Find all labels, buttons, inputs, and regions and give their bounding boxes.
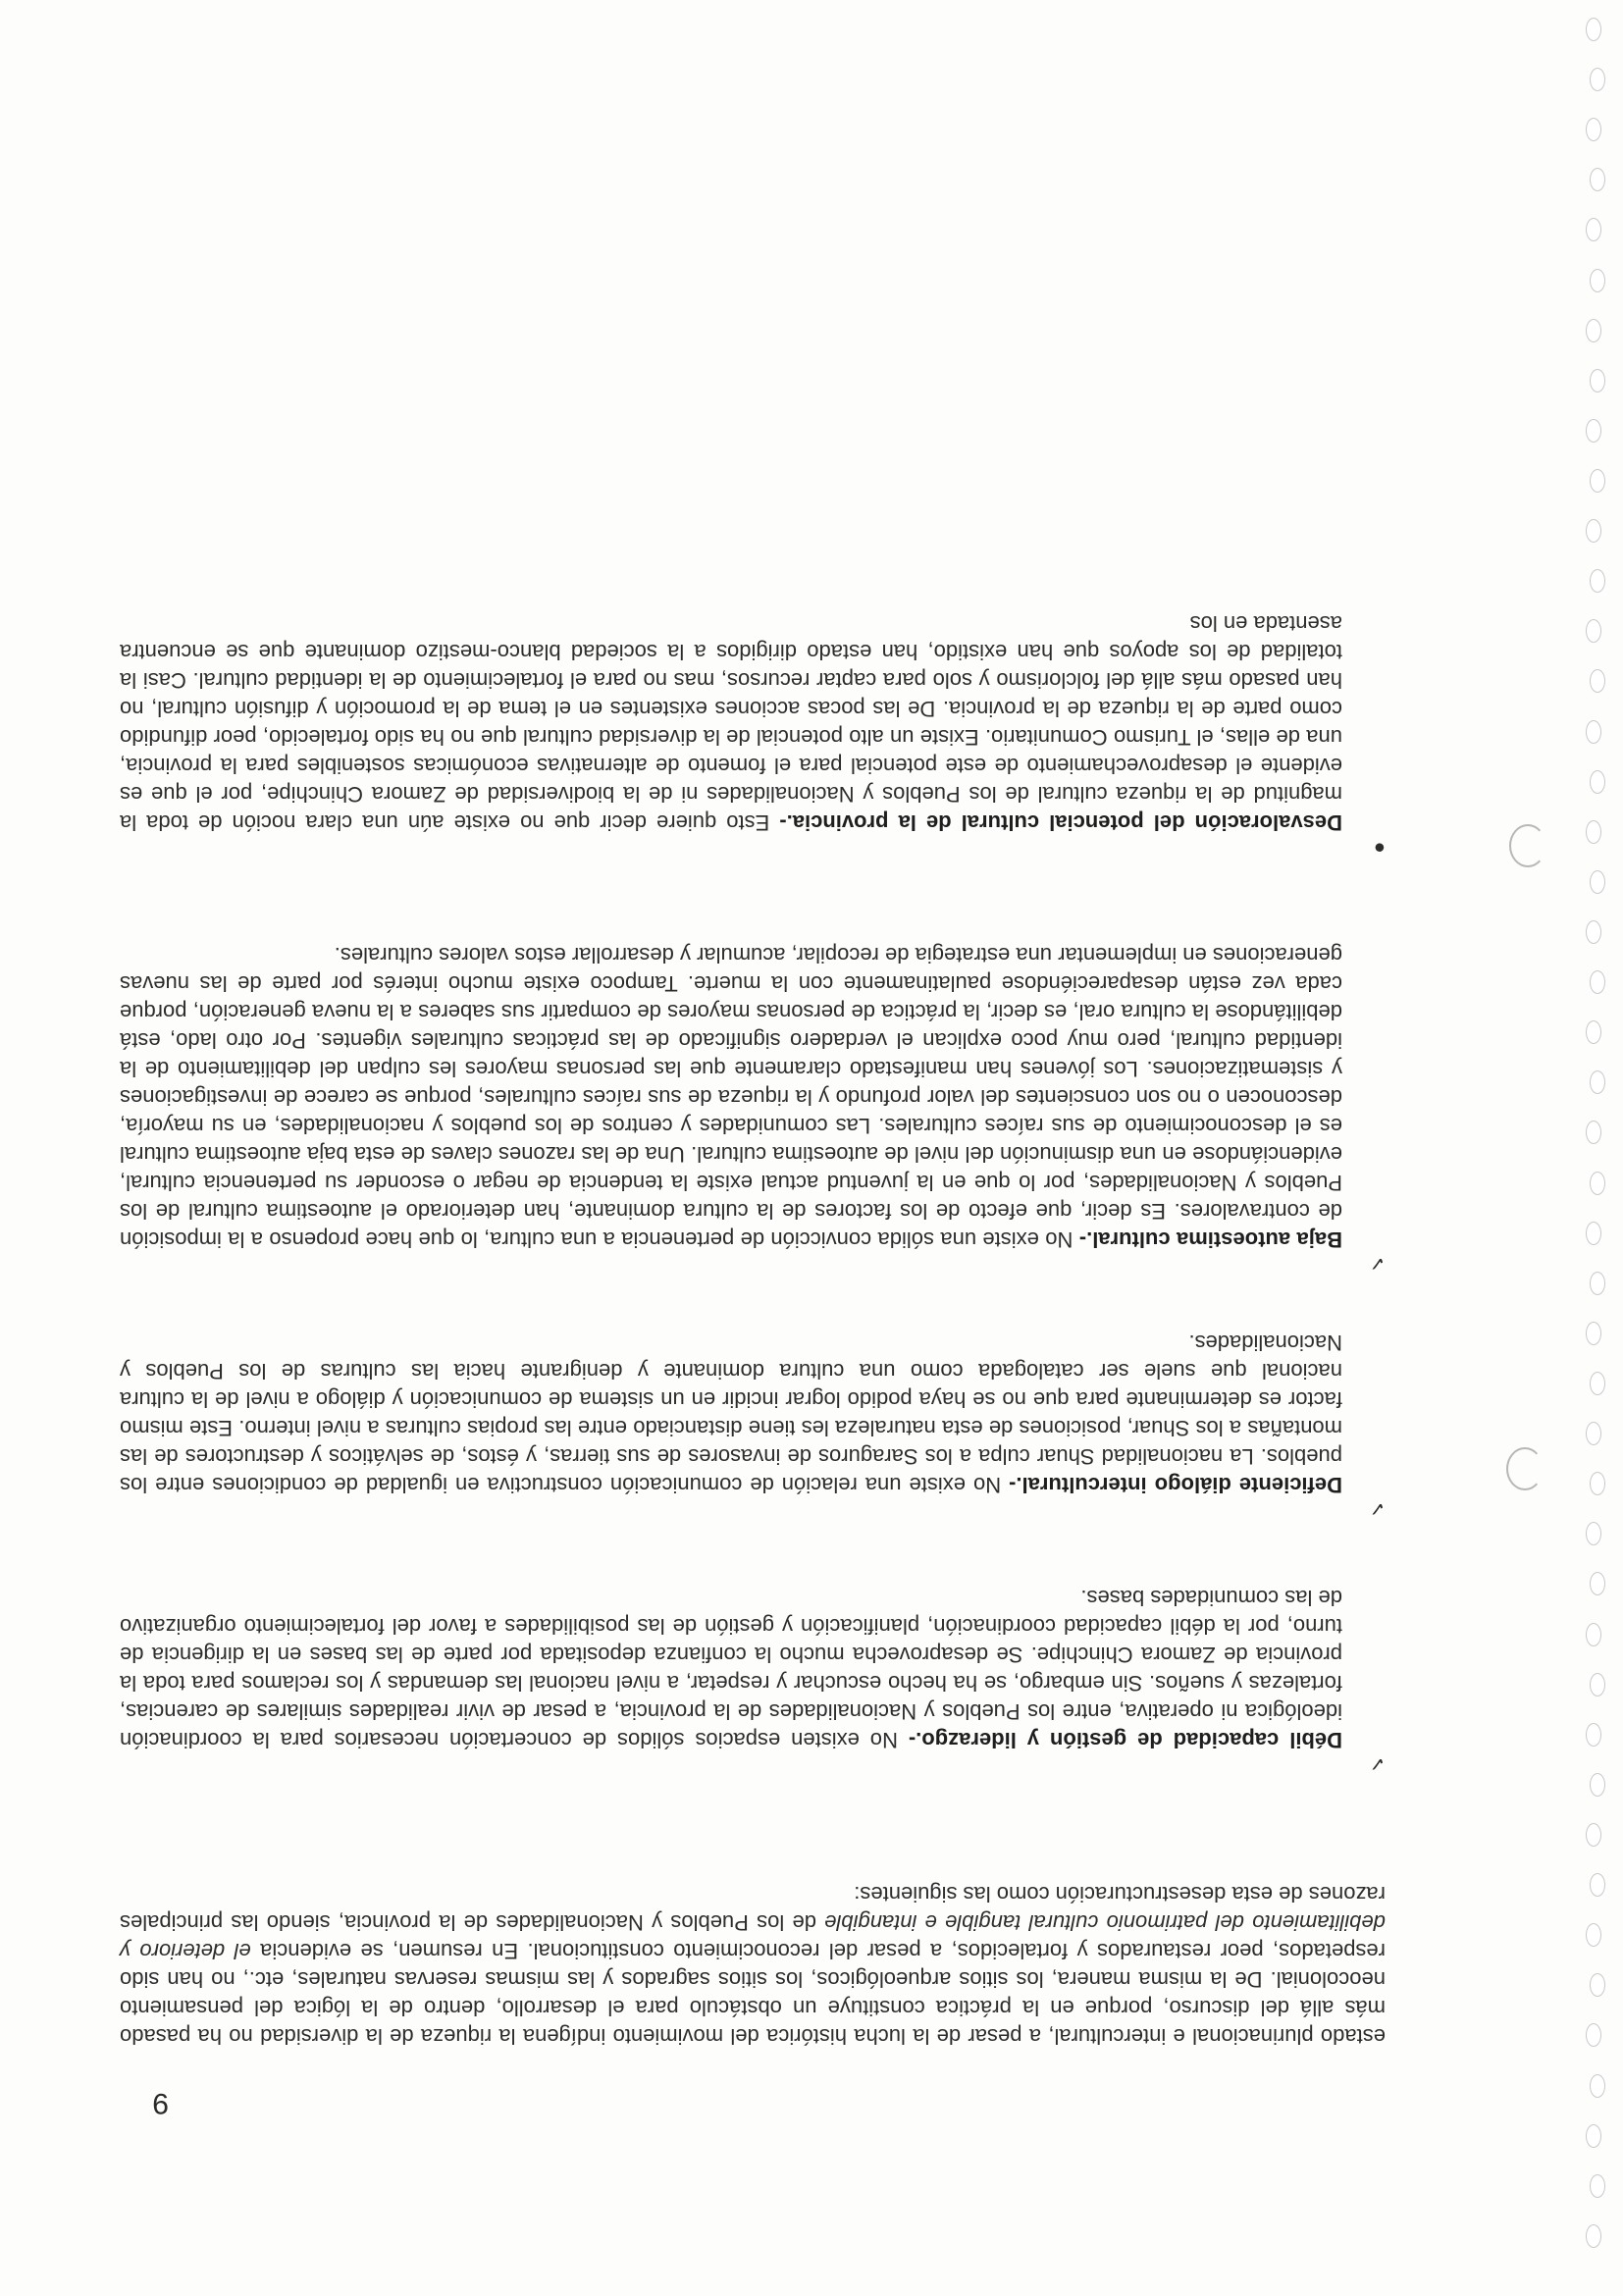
intro-text-part-2: de los Pueblos y Nacionalidades de la provincia, siendo las principales razones de esta desestructuración como las siguientes: bbox=[119, 1882, 1386, 1935]
binding-hole bbox=[1590, 970, 1605, 994]
list-item-baja-autoestima bbox=[120, 919, 1386, 1276]
binding-hole bbox=[1586, 519, 1601, 543]
binding-hole bbox=[1590, 168, 1605, 191]
binding-hole bbox=[1586, 2224, 1601, 2248]
upside-down-document-content bbox=[120, 294, 1386, 2119]
list-item-text bbox=[120, 1329, 1342, 1499]
list-item-desvaloracion-potencial bbox=[120, 588, 1386, 859]
binding-hole bbox=[1586, 1623, 1601, 1646]
binding-hole bbox=[1586, 920, 1601, 944]
list-item-dialogo-intercultural bbox=[120, 1307, 1386, 1521]
binding-hole bbox=[1586, 1522, 1601, 1545]
binding-hole bbox=[1586, 1923, 1601, 1947]
binding-hole bbox=[1590, 1973, 1605, 1997]
spiral-binding-holes bbox=[1584, 10, 1615, 2286]
item-body: No existe una relación de comunicación constructiva en igualdad de condiciones entre los pueblos. La nacionalidad Shuar culpa a los Saraguros de invasores de sus tierras, y éstos, de selváticos y destructores de las montañas a los Shuar, posiciones de esta naturaleza les tiene distanciado entre las propias culturas a nivel interno. Este mismo factor es determinante para que no se haya podido lograr incidir en un sistema de comunicación y diálogo a nivel de la cultura nacional que suele ser catalogada como una cultura dominante y denigrante hacia las culturas de los Pueblos y Nacionalidades. bbox=[120, 1331, 1342, 1497]
binding-hole bbox=[1586, 1222, 1601, 1245]
check-icon: ✓ bbox=[1369, 1252, 1386, 1274]
binding-hole bbox=[1586, 1422, 1601, 1445]
binding-hole bbox=[1590, 2074, 1605, 2098]
binding-hole bbox=[1590, 1673, 1605, 1696]
binding-hole bbox=[1590, 569, 1605, 593]
intro-text-part-1: estado plurinacional e intercultural, a pesar de la lucha histórica del movimiento indígena la riqueza de la diversidad no ha pasado más allá del discurso, porque en la práctica constituye un obstáculo para el desarrollo, dentro de la lógica del pensamiento neocolonial. De la misma manera, los sitios arqueológicos, los sitios sagrados y las mismas reservas naturales, etc., no han sido respetados, peor restaurados y fortalecidos, a pesar del reconocimiento constitucional. En resumen, se evidencia bbox=[120, 1939, 1386, 2049]
binding-hole bbox=[1590, 1372, 1605, 1395]
item-heading: Baja autoestima cultural.- bbox=[1078, 1227, 1342, 1252]
intro-paragraph bbox=[120, 1880, 1386, 2051]
binding-hole bbox=[1590, 1572, 1605, 1595]
binding-hole bbox=[1590, 1773, 1605, 1797]
binding-hole bbox=[1586, 419, 1601, 443]
binding-hole bbox=[1590, 68, 1605, 91]
binding-hole bbox=[1586, 619, 1601, 643]
item-body: No existen espacios sólidos de concertación necesarios para la coordinación ideológica ni operativa, entre los Pueblos y Nacionalidades de la provincia, a pesar de vivir realidades similares de carencias, fortalezas y sueños. Sin embargo, se ha hecho escuchar y respetar, a nivel nacional las demandas y los reclamos para toda la provincia de Zamora Chinchipe. Se desaprovecha mucho la confianza depositada por parte de las bases en la dirigencia de turno, por la débil capacidad coordinación, planificación y gestión de las posibilidades a favor del fortalecimiento organizativo de las comunidades bases. bbox=[120, 1586, 1342, 1752]
binding-hole bbox=[1590, 1873, 1605, 1897]
binding-hole bbox=[1590, 770, 1605, 794]
binding-hole bbox=[1586, 1823, 1601, 1847]
intro-text bbox=[120, 1880, 1386, 2051]
binding-ring-mark bbox=[1509, 824, 1546, 867]
binding-hole bbox=[1586, 18, 1601, 41]
binding-hole bbox=[1586, 118, 1601, 141]
list-item-gestion-liderazgo bbox=[120, 1562, 1386, 1776]
binding-hole bbox=[1586, 1322, 1601, 1345]
check-icon: ✓ bbox=[1369, 1752, 1386, 1774]
binding-hole bbox=[1590, 1272, 1605, 1295]
list-item-text bbox=[120, 941, 1342, 1254]
binding-hole bbox=[1590, 669, 1605, 693]
binding-hole bbox=[1586, 319, 1601, 342]
binding-hole bbox=[1586, 2124, 1601, 2148]
binding-hole bbox=[1586, 218, 1601, 241]
binding-ring-mark bbox=[1506, 1447, 1544, 1490]
binding-hole bbox=[1586, 720, 1601, 744]
binding-hole bbox=[1586, 820, 1601, 844]
list-item-text bbox=[120, 609, 1342, 837]
binding-hole bbox=[1590, 870, 1605, 894]
item-body: Esto quiere decir que no existe aún una clara noción de toda la magnitud de la riqueza cultural de los Pueblos y Nacionalidades ni de la biodiversidad de Zamora Chinchipe, por el que es evidente el desaprovechamiento de este potencial para el fomento de alternativas económicas sostenibles para la provincia, una de ellas, el Turismo Comunitario. Existe un alto potencial de la diversidad cultural que no ha sido fortalecido, peor difundido como parte de la riqueza de la provincia. De las pocas acciones existentes en el tema de la promoción y difusión cultural, no han pasado más allá del folclorismo y solo para captar recursos, mas no para el fortalecimiento de la identidad cultural. Casi la totalidad de los apoyos que han existido, han estado dirigidos a la sociedad blanco-mestizo dominante que se encuentra asentada en los bbox=[120, 611, 1342, 835]
binding-hole bbox=[1586, 1121, 1601, 1144]
binding-hole bbox=[1590, 1070, 1605, 1094]
item-body: No existe una sólida convicción de pertenencia a una cultura, lo que hace propenso a la imposición de contravalores. Es decir, que efecto de los factores de la cultura dominante, han deteriorado el autoestima cultural de los Pueblos y Nacionalidades, por lo que en la juventud actual existe la tendencia de negar o esconder su pertenencia cultural, evidenciándose en una disminución del nivel de autoestima cultural. Una de las razones claves de esta baja autoestima cultural es el desconocimiento de sus raíces culturales. Las comunidades y centros de los pueblos y nacionalidades, en su mayoría, desconocen o no son conscientes del valor profundo y la riqueza de sus raíces culturales, porque se carece de investigaciones y sistematizaciones. Los jóvenes han manifestado claramente que las personas mayores les culpan del debilitamiento de la identidad cultural, pero muy poco explican el verdadero significado de las prácticas culturales vigentes. Por otro lado, está debilitándose la cultura oral, es decir, la práctica de personas mayores de compartir sus saberes a la nueva generación, porque cada vez están desapareciéndose paulatinamente con la muerte. Tampoco existe mucho interés por parte de las nuevas generaciones en implementar una estrategia de recopilar, acumular y desarrollar estos valores culturales. bbox=[120, 943, 1342, 1252]
item-heading: Débil capacidad de gestión y liderazgo.- bbox=[908, 1728, 1342, 1752]
binding-hole bbox=[1590, 469, 1605, 493]
binding-hole bbox=[1586, 1020, 1601, 1044]
binding-hole bbox=[1590, 269, 1605, 292]
item-heading: Deficiente diálogo intercultural.- bbox=[1009, 1473, 1342, 1497]
page-number: 9 bbox=[152, 2087, 169, 2119]
binding-hole bbox=[1590, 1172, 1605, 1195]
binding-hole bbox=[1590, 1472, 1605, 1495]
bullet-icon: ● bbox=[1373, 837, 1386, 859]
check-icon: ✓ bbox=[1369, 1497, 1386, 1519]
item-heading: Desvaloración del potencial cultural de la provincia.- bbox=[779, 810, 1342, 835]
binding-hole bbox=[1590, 369, 1605, 392]
intro-italic-phrase: el deterioro y debilitamiento del patrimonio cultural tangible e intangible bbox=[120, 1910, 1386, 1963]
binding-hole bbox=[1586, 1723, 1601, 1747]
binding-hole bbox=[1590, 2174, 1605, 2198]
list-item-text bbox=[120, 1584, 1342, 1754]
binding-hole bbox=[1586, 2023, 1601, 2047]
